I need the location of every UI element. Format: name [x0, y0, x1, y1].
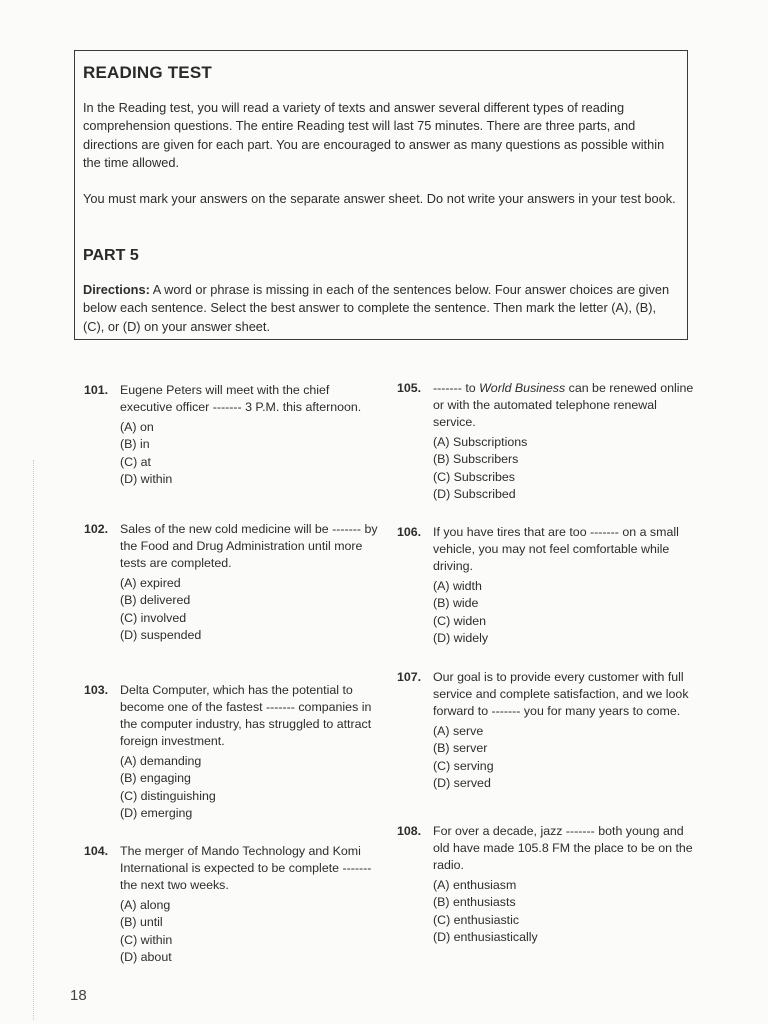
reading-test-intro: In the Reading test, you will read a variety of texts and answer several different types of reading comprehension questions. The entire Reading test will last 75 minutes. There are three parts, and directions are given for each part. You are encouraged to answer as many questions as possible within the time allowed. — [83, 100, 665, 171]
option-b: (B) enthusiasts — [433, 895, 516, 910]
option-a: (A) demanding — [120, 754, 202, 768]
option-d: (D) emerging — [120, 806, 193, 821]
option-c: (C) enthusiastic — [433, 912, 520, 927]
option-a: (A) enthusiasm — [433, 878, 517, 892]
answer-options — [120, 575, 384, 645]
question-number: 106. — [397, 525, 422, 539]
option-b: (B) engaging — [120, 771, 191, 786]
option-d: (D) suspended — [120, 628, 202, 643]
question-106 — [397, 524, 697, 660]
question-number: 107. — [397, 670, 422, 684]
question-stem: If you have tires that are too ------- on a small vehicle, you may not feel comfortable while driving. — [433, 525, 679, 573]
answer-options — [120, 753, 384, 823]
question-stem: The merger of Mando Technology and Komi International is expected to be complete ------- the next two weeks. — [120, 844, 372, 892]
stem-rest: can be renewed online or with the automated telephone renewal service. — [433, 381, 694, 429]
question-number: 101. — [84, 383, 109, 397]
option-c: (C) involved — [120, 610, 187, 625]
directions-text: A word or phrase is missing in each of the sentences below. Four answer choices are given below each sentence. Select the best answer to complete the sentence. Then mark the letter (A), (B), (C), or (D) on your answer sheet. — [83, 282, 670, 334]
answer-options — [433, 434, 697, 504]
option-a: (A) along — [120, 898, 171, 912]
option-b: (B) in — [120, 437, 150, 452]
instructions-box — [74, 50, 688, 340]
option-d: (D) within — [120, 472, 173, 487]
question-104 — [84, 843, 384, 979]
option-a: (A) expired — [120, 576, 181, 590]
page-number: 18 — [70, 987, 87, 1004]
answer-options — [433, 877, 697, 947]
option-b: (B) Subscribers — [433, 452, 519, 467]
question-stem: Delta Computer, which has the potential to become one of the fastest ------- companies in the computer industry, has struggled to attract foreign investment. — [120, 683, 372, 748]
part-heading: PART 5 — [83, 247, 139, 264]
option-d: (D) widely — [433, 631, 489, 646]
question-103 — [84, 682, 384, 835]
option-c: (C) serving — [433, 758, 494, 773]
answer-sheet-note: You must mark your answers on the separate answer sheet. Do not write your answers in your test book. — [83, 191, 676, 206]
question-number: 105. — [397, 381, 422, 395]
option-d: (D) Subscribed — [433, 487, 516, 502]
option-d: (D) about — [120, 950, 172, 965]
stem-blank: ------- to — [433, 381, 480, 395]
directions-label: Directions: — [83, 282, 150, 297]
option-b: (B) wide — [433, 596, 479, 611]
option-b: (B) delivered — [120, 593, 191, 608]
option-b: (B) server — [433, 741, 488, 756]
question-101 — [84, 382, 384, 501]
answer-options — [120, 897, 384, 967]
question-stem — [433, 380, 697, 431]
option-c: (C) widen — [433, 613, 487, 628]
question-stem: Our goal is to provide every customer with full service and complete satisfaction, and we look forward to ------- you for many years to come. — [433, 670, 689, 718]
answer-options — [433, 723, 697, 793]
reading-test-heading: READING TEST — [83, 63, 212, 82]
option-d: (D) enthusiastically — [433, 930, 538, 945]
question-number: 104. — [84, 844, 109, 858]
option-a: (A) width — [433, 579, 482, 593]
question-stem: Sales of the new cold medicine will be ------- by the Food and Drug Administration until more tests are completed. — [120, 522, 378, 570]
question-number: 108. — [397, 824, 422, 838]
option-a: (A) serve — [433, 724, 484, 738]
question-number: 103. — [84, 683, 109, 697]
publication-title: World Business — [479, 381, 566, 395]
option-c: (C) within — [120, 932, 173, 947]
question-108 — [397, 823, 697, 959]
option-a: (A) on — [120, 420, 154, 434]
margin-dotted-line — [33, 460, 34, 1020]
question-number: 102. — [84, 522, 109, 536]
question-105 — [397, 380, 697, 516]
directions — [83, 281, 677, 336]
option-a: (A) Subscriptions — [433, 435, 528, 449]
option-d: (D) served — [433, 776, 491, 791]
answer-options — [120, 419, 384, 489]
question-stem: Eugene Peters will meet with the chief executive officer ------- 3 P.M. this afternoon. — [120, 383, 362, 414]
answer-options — [433, 578, 697, 648]
option-c: (C) at — [120, 454, 151, 469]
option-b: (B) until — [120, 915, 163, 930]
option-c: (C) distinguishing — [120, 788, 216, 803]
question-stem: For over a decade, jazz ------- both young and old have made 105.8 FM the place to be on the radio. — [433, 824, 693, 872]
option-c: (C) Subscribes — [433, 469, 515, 484]
question-102 — [84, 521, 384, 657]
question-107 — [397, 669, 697, 805]
